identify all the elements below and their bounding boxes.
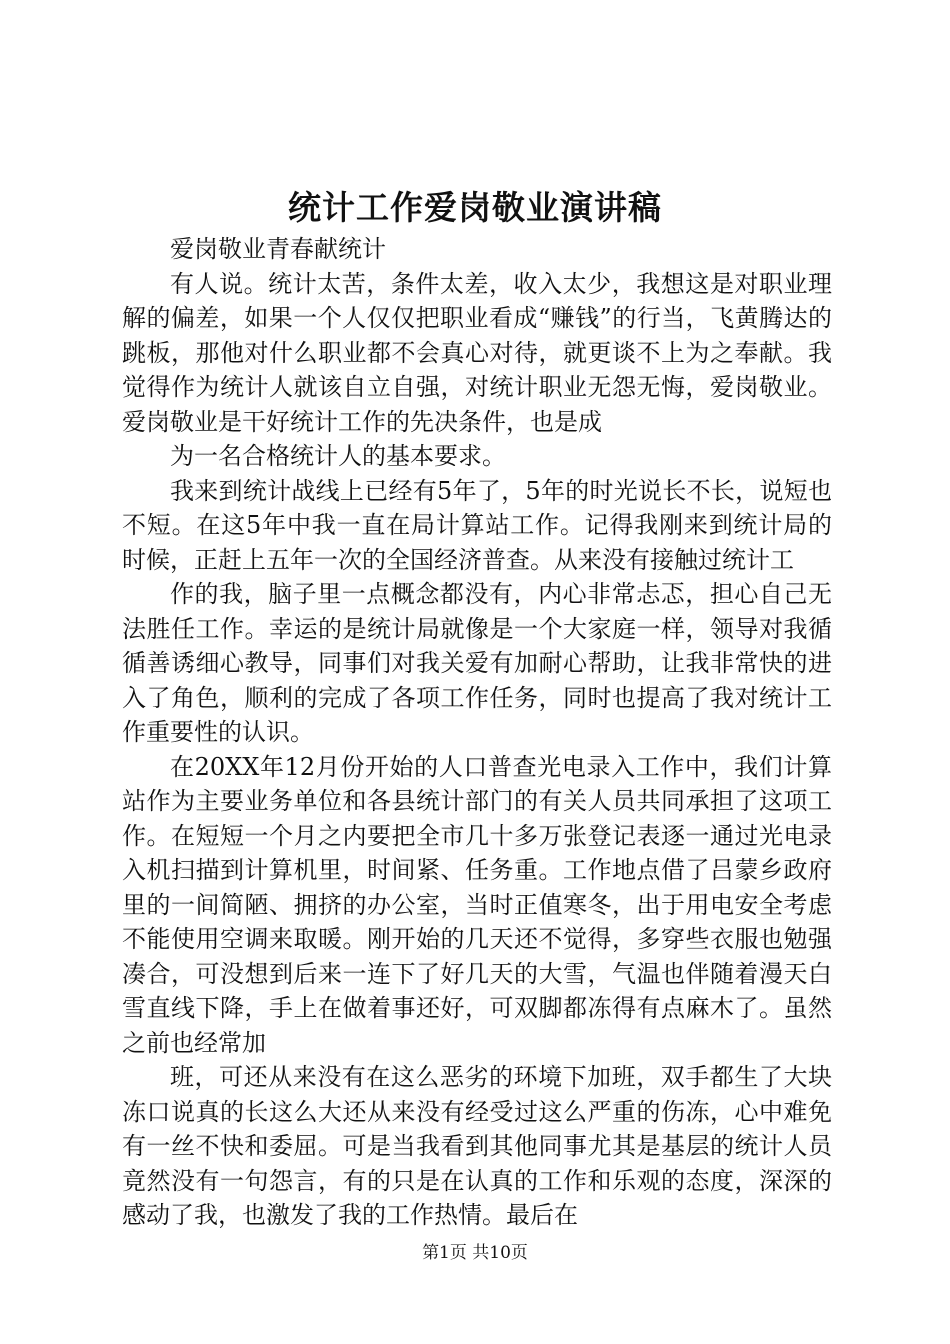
paragraph: 有人说。统计太苦，条件太差，收入太少，我想这是对职业理解的偏差，如果一个人仅仅把职业看成“赚钱”的行当，飞黄腾达的跳板，那他对什么职业都不会真心对待，就更谈不上为之奉献。我觉得作为统计人就该自立自强，对统计职业无怨无悔，爱岗敬业。爱岗敬业是干好统计工作的先决条件，也是成	[122, 269, 832, 436]
document-body	[122, 232, 832, 1233]
paragraph: 作的我，脑子里一点概念都没有，内心非常忐忑，担心自己无法胜任工作。幸运的是统计局就像是一个大家庭一样，领导对我循循善诱细心教导，同事们对我关爱有加耐心帮助，让我非常快的进入了角色，顺利的完成了各项工作任务，同时也提高了我对统计工作重要性的认识。	[122, 580, 832, 746]
paragraph: 我来到统计战线上已经有5年了，5年的时光说长不长，说短也不短。在这5年中我一直在局计算站工作。记得我刚来到统计局的时候，正赶上五年一次的全国经济普查。从来没有接触过统计工	[122, 476, 832, 574]
paragraph-subtitle: 爱岗敬业青春献统计	[170, 235, 386, 263]
page-number-footer: 第1页 共10页	[422, 1243, 528, 1263]
document-title: 统计工作爱岗敬业演讲稿	[288, 188, 662, 227]
paragraph: 为一名合格统计人的基本要求。	[170, 442, 506, 470]
paragraph: 在20XX年12月份开始的人口普查光电录入工作中，我们计算站作为主要业务单位和各县统计部门的有关人员共同承担了这项工作。在短短一个月之内要把全市几十多万张登记表逐一通过光电录入机扫描到计算机里，时间紧、任务重。工作地点借了吕蒙乡政府里的一间简陋、拥挤的办公室，当时正值寒冬，出于用电安全考虑不能使用空调来取暖。刚开始的几天还不觉得，多穿些衣服也勉强凑合，可没想到后来一连下了好几天的大雪，气温也伴随着漫天白雪直线下降，手上在做着事还好，可双脚都冻得有点麻木了。虽然之前也经常加	[122, 752, 832, 1057]
paragraph: 班，可还从来没有在这么恶劣的环境下加班，双手都生了大块冻口说真的长这么大还从来没有经受过这么严重的伤冻，心中难免有一丝不快和委屈。可是当我看到其他同事尤其是基层的统计人员竟然没有一句怨言，有的只是在认真的工作和乐观的态度，深深的感动了我，也激发了我的工作热情。最后在	[122, 1063, 832, 1229]
